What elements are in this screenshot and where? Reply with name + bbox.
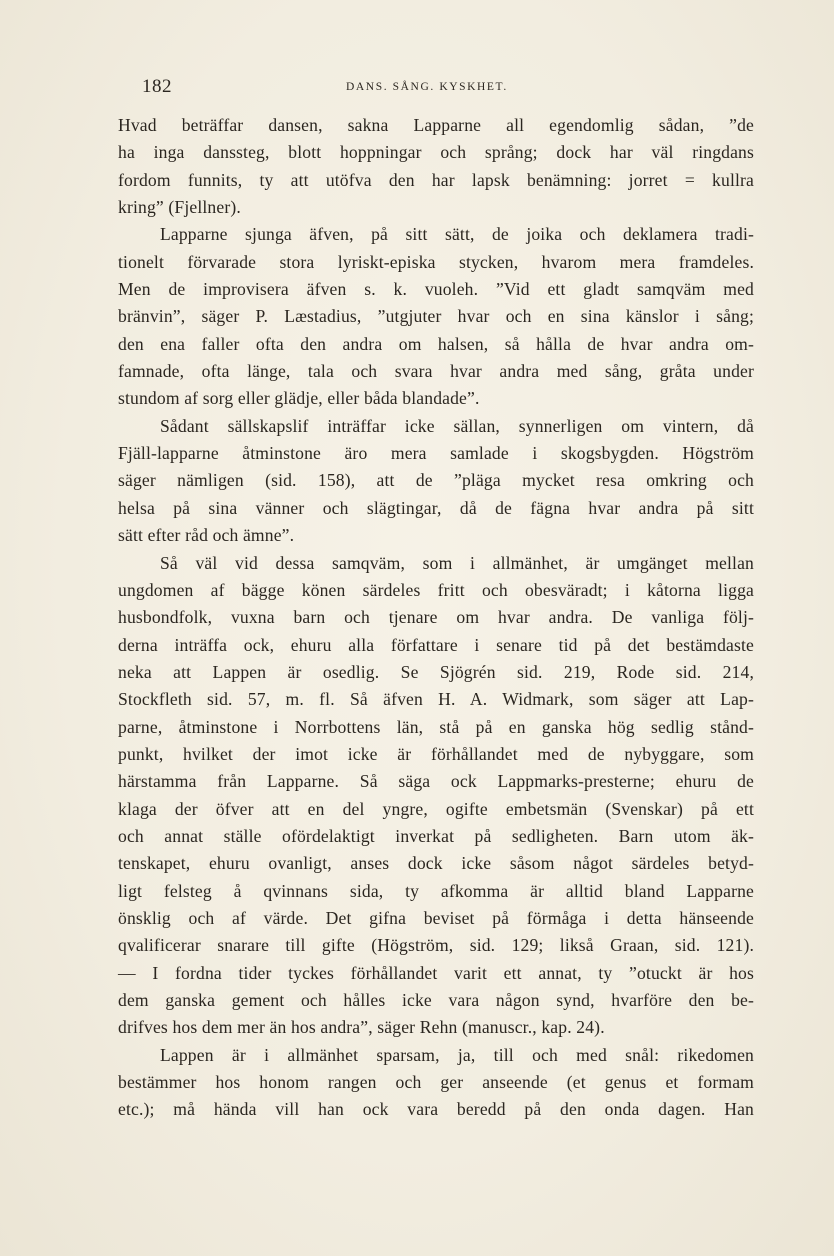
- running-head: DANS. SÅNG. KYSKHET.: [346, 81, 508, 93]
- text-line: drifves hos dem mer än hos andra”, säger Rehn (manuscr., kap. 24).: [118, 1017, 605, 1038]
- text-line: stundom af sorg eller glädje, eller båda blandade”.: [118, 388, 480, 409]
- text-line: ligt felsteg å qvinnans sida, ty afkomma är alltid bland Lapparne: [118, 880, 754, 901]
- text-line: Men de improvisera äfven s. k. vuoleh. ”Vid ett gladt samqväm med: [118, 279, 754, 300]
- text-line: — I fordna tider tyckes förhållandet varit ett annat, ty ”otuckt är hos: [118, 962, 754, 983]
- page-header: [118, 72, 754, 102]
- page-number: 182: [142, 76, 172, 97]
- text-line: klaga der öfver att en del yngre, ogifte embetsmän (Svenskar) på ett: [118, 798, 754, 819]
- text-line: etc.); må hända vill han ock vara beredd på den onda dagen. Han: [118, 1099, 754, 1120]
- text-line: tenskapet, ehuru ovanligt, anses dock icke såsom något särdeles betyd-: [118, 853, 754, 874]
- text-line: helsa på sina vänner och slägtingar, då de fägna hvar andra på sitt: [118, 497, 754, 518]
- text-line: parne, åtminstone i Norrbottens län, stå på en ganska hög sedlig stånd-: [118, 716, 754, 737]
- body-text: [118, 112, 754, 1124]
- text-line: Fjäll-lapparne åtminstone äro mera samlade i skogsbygden. Högström: [118, 443, 754, 464]
- text-line: ungdomen af bägge könen särdeles fritt och obesväradt; i kåtorna ligga: [118, 579, 754, 600]
- text-line: punkt, hvilket der imot icke är förhållandet med de nybyggare, som: [118, 743, 754, 764]
- text-line: ha inga danssteg, blott hoppningar och språng; dock har väl ringdans: [118, 142, 754, 163]
- text-line: husbondfolk, vuxna barn och tjenare om hvar andra. De vanliga följ-: [118, 607, 754, 628]
- text-line: Sådant sällskapslif inträffar icke sällan, synnerligen om vintern, då: [160, 415, 754, 436]
- text-line: fordom funnits, ty att utöfva den har lapsk benämning: jorret = kullra: [118, 169, 754, 190]
- text-line: och annat ställe ofördelaktigt inverkat på sedligheten. Barn utom äk-: [118, 825, 754, 846]
- text-line: Stockfleth sid. 57, m. fl. Så äfven H. A. Widmark, som säger att Lap-: [118, 689, 754, 710]
- text-line: neka att Lappen är osedlig. Se Sjögrén sid. 219, Rode sid. 214,: [118, 661, 754, 682]
- text-line: tionelt förvarade stora lyriskt-episka stycken, hvarom mera framdeles.: [118, 251, 754, 272]
- text-line: famnade, ofta länge, tala och svara hvar andra med sång, gråta under: [118, 361, 754, 382]
- text-line: härstamma från Lapparne. Så säga ock Lappmarks-presterne; ehuru de: [118, 771, 754, 792]
- text-line: dem ganska gement och hålles icke vara någon synd, hvarföre den be-: [118, 990, 754, 1010]
- text-line: qvalificerar snarare till gifte (Högström, sid. 129; likså Graan, sid. 121).: [118, 935, 754, 956]
- text-line: Lapparne sjunga äfven, på sitt sätt, de joika och deklamera tradi-: [160, 224, 754, 245]
- text-line: derna inträffa ock, ehuru alla författare i senare tid på det bestämdaste: [118, 634, 754, 655]
- text-line: Hvad beträffar dansen, sakna Lapparne all egendomlig sådan, ”de: [118, 115, 754, 135]
- text-line: Så väl vid dessa samqväm, som i allmänhet, är umgänget mellan: [160, 552, 754, 573]
- text-line: Lappen är i allmänhet sparsam, ja, till och med snål: rikedomen: [160, 1044, 754, 1065]
- text-line: säger nämligen (sid. 158), att de ”pläga mycket resa omkring och: [118, 470, 754, 491]
- text-line: den ena faller ofta den andra om halsen, så hålla de hvar andra om-: [118, 333, 754, 354]
- text-line: önsklig och af värde. Det gifna beviset på förmåga i detta hänseende: [118, 907, 754, 928]
- text-line: bestämmer hos honom rangen och ger anseende (et genus et formam: [118, 1072, 754, 1093]
- text-line: sätt efter råd och ämne”.: [118, 525, 295, 546]
- text-line: bränvin”, säger P. Læstadius, ”utgjuter hvar och en sina känslor i sång;: [118, 306, 754, 327]
- text-line: kring” (Fjellner).: [118, 197, 241, 218]
